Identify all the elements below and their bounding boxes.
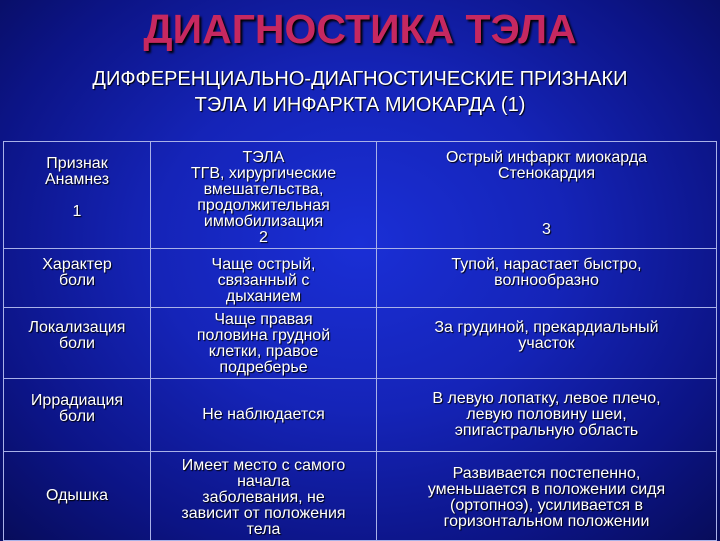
cell-text: Развивается постепенно, [452,465,641,482]
cell-text: клетки, правое [208,343,319,360]
cell-text: волнообразно [494,272,599,289]
header-col-number: 2 [259,229,268,246]
header-anamnesis-label: Анамнез [44,171,110,188]
cell-text: левую половину шеи, [466,406,627,423]
table-row [4,249,717,308]
row-sign-cell [4,452,151,541]
cell-text: начала [237,473,290,490]
cell-text: уменьшается в положении сидя [427,481,666,498]
header-sign-label: Признак [46,155,108,172]
cell-text: заболевания, не [202,489,325,506]
header-col-number: 1 [72,203,82,220]
row-mi-cell [377,379,717,452]
cell-text: Одышка [45,487,108,504]
cell-text: горизонтальном положении [443,513,650,530]
row-mi-cell [377,452,717,541]
table-row [4,379,717,452]
cell-text: подреберье [219,359,308,376]
header-cell-mi [377,142,717,249]
cell-text: боли [59,272,95,289]
table-row [4,308,717,379]
header-col-number: 3 [542,221,551,238]
header-mi-label: Острый инфаркт миокарда [445,149,648,166]
header-tela-text: ТГВ, хирургические [190,165,337,182]
row-mi-cell [377,249,717,308]
header-mi-text: Стенокардия [497,165,596,182]
cell-text: Чаще острый, [211,256,316,273]
cell-text: половина грудной [196,327,331,344]
cell-text: зависит от положения [181,505,346,522]
row-tela-cell [151,249,377,308]
cell-text: связанный с [217,272,310,289]
cell-text: Имеет место с самого [181,457,346,474]
cell-text: Не наблюдается [202,406,325,423]
header-tela-text: вмешательства, [203,181,324,198]
table-header-row [4,142,717,249]
row-tela-cell [151,308,377,379]
header-tela-label: ТЭЛА [242,149,285,166]
row-tela-cell [151,452,377,541]
cell-text: участок [518,335,575,352]
row-mi-cell [377,308,717,379]
cell-text: боли [59,335,95,352]
cell-text: (ортопноэ), усиливается в [450,497,643,514]
cell-text: В левую лопатку, левое плечо, [432,390,661,407]
cell-text: Характер [42,256,112,273]
header-cell-tela [151,142,377,249]
cell-text: За грудиной, прекардиальный [434,319,659,336]
cell-text: тела [246,521,281,538]
row-sign-cell [4,308,151,379]
table-row [4,452,717,541]
cell-text: Локализация [28,319,126,336]
slide-title: ДИАГНОСТИКА ТЭЛА [143,6,577,52]
row-sign-cell [4,249,151,308]
row-tela-cell [151,379,377,452]
slide-subtitle [20,66,700,118]
cell-text: Чаще правая [214,311,313,328]
header-cell-sign [4,142,151,249]
cell-text: дыханием [225,288,302,305]
header-tela-text: иммобилизация [203,213,324,230]
subtitle-line-2: ТЭЛА И ИНФАРКТА МИОКАРДА (1) [194,94,526,116]
subtitle-line-1: ДИФФЕРЕНЦИАЛЬНО-ДИАГНОСТИЧЕСКИЕ ПРИЗНАКИ [92,68,628,90]
cell-text: Тупой, нарастает быстро, [451,256,642,273]
header-tela-text: продолжительная [197,197,330,214]
cell-text: Иррадиация [30,392,124,409]
cell-text: эпигастральную область [454,422,639,439]
comparison-table [3,141,717,541]
cell-text: боли [59,408,95,425]
row-sign-cell [4,379,151,452]
